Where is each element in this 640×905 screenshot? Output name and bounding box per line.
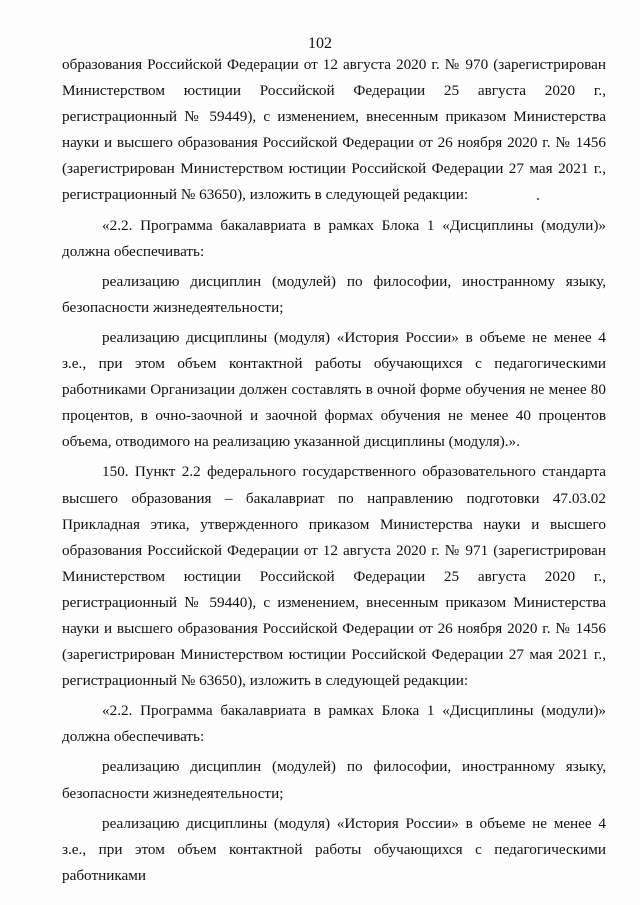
paragraph-history-course-2: реализацию дисциплины (модуля) «История России» в объеме не менее 4 з.е., при этом объем контактной работы обучающихся с педагогическими работниками	[62, 814, 606, 884]
scan-speck	[537, 198, 539, 200]
page-number: 102	[308, 35, 332, 52]
paragraph-item-150: 150. Пункт 2.2 федерального государственного образовательного стандарта высшего образования – бакалавриат по направлению подготовки 47.03.02 Прикладная этика, утвержденного приказом Министерства науки и высшего образования Российской Федерации от 12 августа 2020 г. № 971 (зарегистрирован Министерством юстиции Российской Федерации 25 августа 2020 г., регистрационный № 59440), с изменением, внесенным приказом Министерства науки и высшего образования Российской Федерации от 26 ноября 2020 г. № 1456 (зарегистрирован Министерством юстиции Российской Федерации 27 мая 2021 г., регистрационный № 63650), изложить в следующей редакции:	[62, 463, 606, 690]
paragraph-disciplines-2: реализацию дисциплин (модулей) по философии, иностранному языку, безопасности жизнедеятельности;	[62, 758, 606, 802]
document-body	[62, 52, 606, 889]
paragraph-quoted-clause-2: «2.2. Программа бакалавриата в рамках Блока 1 «Дисциплины (модули)» должна обеспечивать:	[62, 702, 606, 746]
paragraph-disciplines: реализацию дисциплин (модулей) по философии, иностранному языку, безопасности жизнедеятельности;	[62, 272, 606, 316]
paragraph-quoted-clause: «2.2. Программа бакалавриата в рамках Блока 1 «Дисциплины (модули)» должна обеспечивать:	[62, 216, 606, 260]
paragraph-continuation: образования Российской Федерации от 12 августа 2020 г. № 970 (зарегистрирован Министерством юстиции Российской Федерации 25 августа 2020 г., регистрационный № 59449), с изменением, внесенным приказом Министерства науки и высшего образования Российской Федерации от 26 ноября 2020 г. № 1456 (зарегистрирован Министерством юстиции Российской Федерации 27 мая 2021 г., регистрационный № 63650), изложить в следующей редакции:	[62, 56, 606, 204]
paragraph-history-course: реализацию дисциплины (модуля) «История России» в объеме не менее 4 з.е., при этом объем контактной работы обучающихся с педагогическими работниками Организации должен составлять в очной форме обучения не менее 80 процентов, в очно-заочной и заочной формах обучения не менее 40 процентов объема, отводимого на реализацию указанной дисциплины (модуля).».	[62, 328, 606, 451]
